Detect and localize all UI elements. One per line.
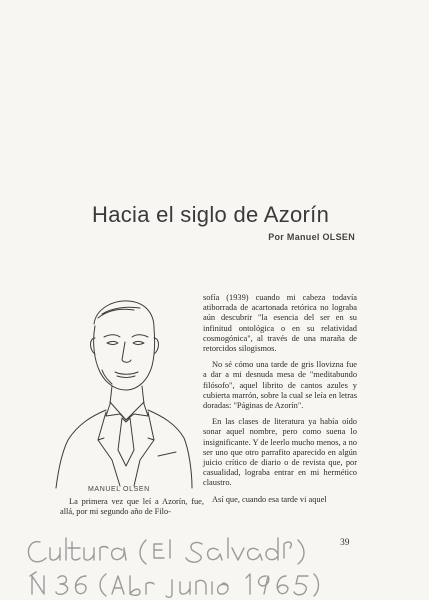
article-title: Hacia el siglo de Azorín bbox=[92, 202, 330, 227]
paragraph: No sé cómo una tarde de gris llovizna fue a dar a mi desnuda mesa de "meditabundo filósofo", aquel librito de cantos azules y cubierta marrón, sobre la cual se leía en letras doradas: "Páginas de Azorín". bbox=[203, 360, 357, 411]
portrait-caption: MANUEL OLSEN bbox=[88, 486, 150, 493]
paragraph: sofía (1939) cuando mi cabeza todavía atiborrada de acartonada retórica no lograba aún descubrir "la esencia del ser en su infinitud ontológica o en su relatividad cosmogónica", al través de una maraña de retorcidos silogismos. bbox=[203, 293, 357, 354]
portrait-sketch-icon bbox=[54, 290, 194, 490]
left-paragraph: La primera vez que leí a Azorín, fue, allá, por mi segundo año de Filo- bbox=[60, 497, 204, 517]
left-column bbox=[60, 497, 204, 517]
paragraph: En las clases de literatura ya había oído sonar aquel nombre, pero como suena lo insignificante. Y de leerlo mucho menos, a no ser uno que otro parrafito aparecido en algún juicio crítico de diario o de revista que, por casualidad, lograba entrar en mi hermético claustro. bbox=[203, 417, 357, 488]
article-byline: Por Manuel OLSEN bbox=[268, 232, 355, 242]
handwritten-note bbox=[22, 536, 322, 600]
paragraph: Así que, cuando esa tarde vi aquel bbox=[212, 494, 327, 504]
page-number: 39 bbox=[340, 538, 350, 548]
right-column bbox=[203, 293, 357, 505]
